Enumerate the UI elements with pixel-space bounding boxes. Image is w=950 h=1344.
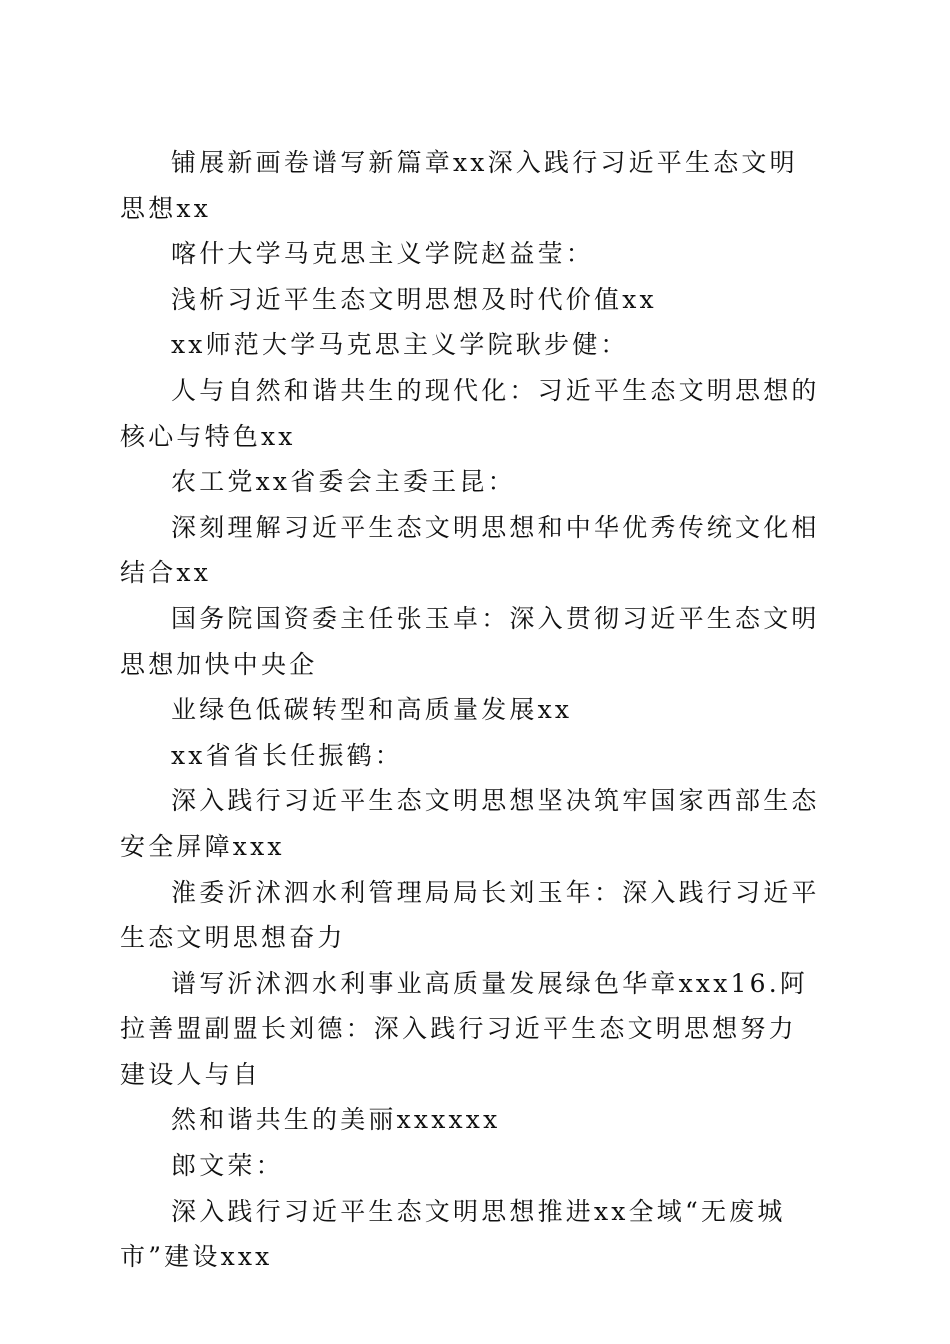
paragraph-10: xx省省长任振鹤： [171, 740, 403, 770]
paragraph-3: 浅析习近平生态文明思想及时代价值xx [171, 284, 657, 314]
paragraph-6: 农工党xx省委会主委王昆： [171, 467, 516, 497]
document-body [120, 140, 822, 1280]
paragraph-11: 深入践行习近平生态文明思想坚决筑牢国家西部生态安全屏障xxx [120, 786, 820, 861]
paragraph-4: xx师范大学马克思主义学院耿步健： [171, 330, 629, 360]
paragraph-15: 郎文荣： [171, 1151, 284, 1181]
paragraph-2: 喀什大学马克思主义学院赵益莹： [171, 239, 595, 269]
paragraph-8: 国务院国资委主任张玉卓：深入贯彻习近平生态文明思想加快中央企 [120, 603, 820, 679]
paragraph-13: 谱写沂沭泗水利事业高质量发展绿色华章xxx16.阿拉善盟副盟长刘德：深入践行习近平生态文明思想努力建设人与自 [120, 968, 809, 1089]
paragraph-1: 铺展新画卷谱写新篇章xx深入践行习近平生态文明思想xx [120, 148, 798, 223]
paragraph-16: 深入践行习近平生态文明思想推进xx全域“无废城市”建设xxx [120, 1196, 786, 1272]
paragraph-7: 深刻理解习近平生态文明思想和中华优秀传统文化相结合xx [120, 512, 820, 588]
paragraph-9: 业绿色低碳转型和高质量发展xx [171, 695, 573, 725]
paragraph-5: 人与自然和谐共生的现代化：习近平生态文明思想的核心与特色xx [120, 375, 820, 451]
paragraph-12: 淮委沂沭泗水利管理局局长刘玉年：深入践行习近平生态文明思想奋力 [120, 877, 820, 953]
paragraph-14: 然和谐共生的美丽xxxxxx [171, 1105, 501, 1135]
